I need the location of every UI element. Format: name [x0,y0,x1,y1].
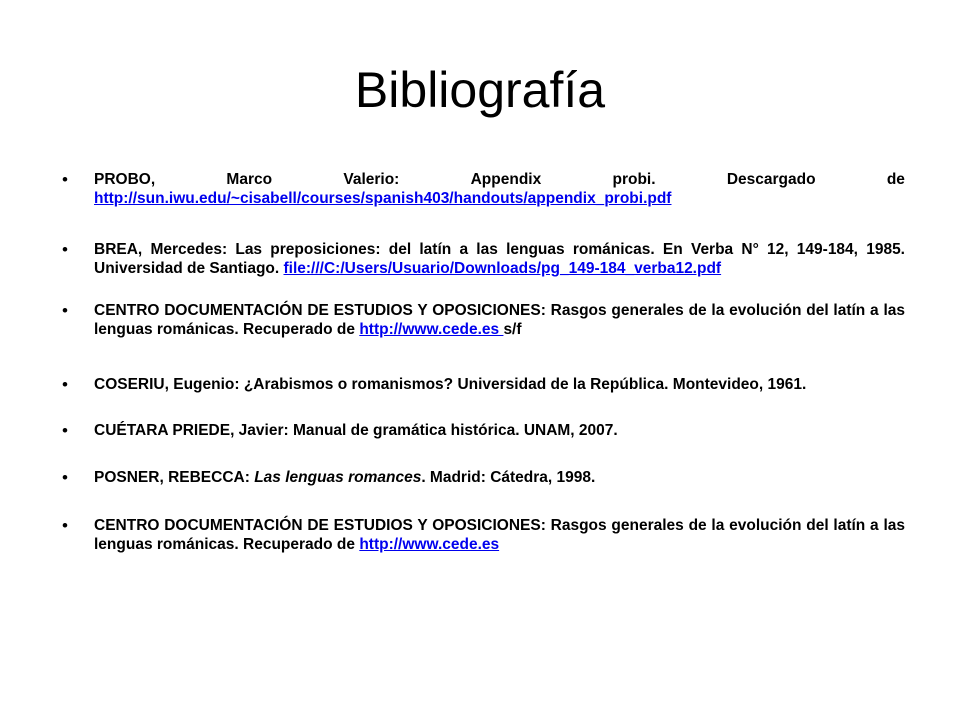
bibliography-entry-brea [94,240,905,278]
bibliography-entry-probo [94,170,905,208]
entry-link[interactable]: http://sun.iwu.edu/~cisabell/courses/spanish403/handouts/appendix_probi.pdf [94,190,672,207]
slide-title: Bibliografía [354,62,606,118]
bibliography-entry-cuetara [94,421,905,440]
bibliography-entry-cede-1 [94,301,905,339]
entry-text: CENTRO DOCUMENTACIÓN DE ESTUDIOS Y OPOSICIONES: Rasgos generales de la evolución del latín a las lenguas románicas. Recuperado de [94,517,905,553]
entry-word: Appendix [470,171,542,188]
entry-word: probi. [612,171,656,188]
entry-date: s/f [503,321,522,338]
entry-link[interactable]: http://www.cede.es [359,321,504,338]
entry-link[interactable]: file:///C:/Users/Usuario/Downloads/pg_149-184_verba12.pdf [283,260,722,277]
entry-text: CUÉTARA PRIEDE, Javier: Manual de gramática histórica. UNAM, 2007. [94,422,618,439]
entry-text: CENTRO DOCUMENTACIÓN DE ESTUDIOS Y OPOSICIONES: Rasgos generales de la evolución del latín a las lenguas románicas. Recuperado de [94,302,905,338]
entry-word: de [886,171,905,188]
entry-word: Descargado [726,171,816,188]
entry-word: Marco [226,171,273,188]
entry-italic-title: Las lenguas romances [254,469,422,486]
bibliography-entry-coseriu [94,375,905,394]
bibliography-entry-posner [94,468,905,487]
bibliography-entry-cede-2 [94,516,905,554]
entry-first-line [94,170,905,189]
entry-word: Valerio: [343,171,400,188]
entry-word: • PROBO, [94,171,156,188]
entry-text: POSNER, REBECCA: [94,469,255,486]
entry-link[interactable]: http://www.cede.es [359,536,500,553]
entry-text-end: . Madrid: Cátedra, 1998. [421,469,596,486]
entry-text: COSERIU, Eugenio: ¿Arabismos o romanismos? Universidad de la República. Montevideo, 1961. [94,376,807,393]
entry-text: BREA, Mercedes: Las preposiciones: del latín a las lenguas románicas. En Verba N° 12, 149-184, 1985. Universidad de Santiago. [94,241,905,277]
